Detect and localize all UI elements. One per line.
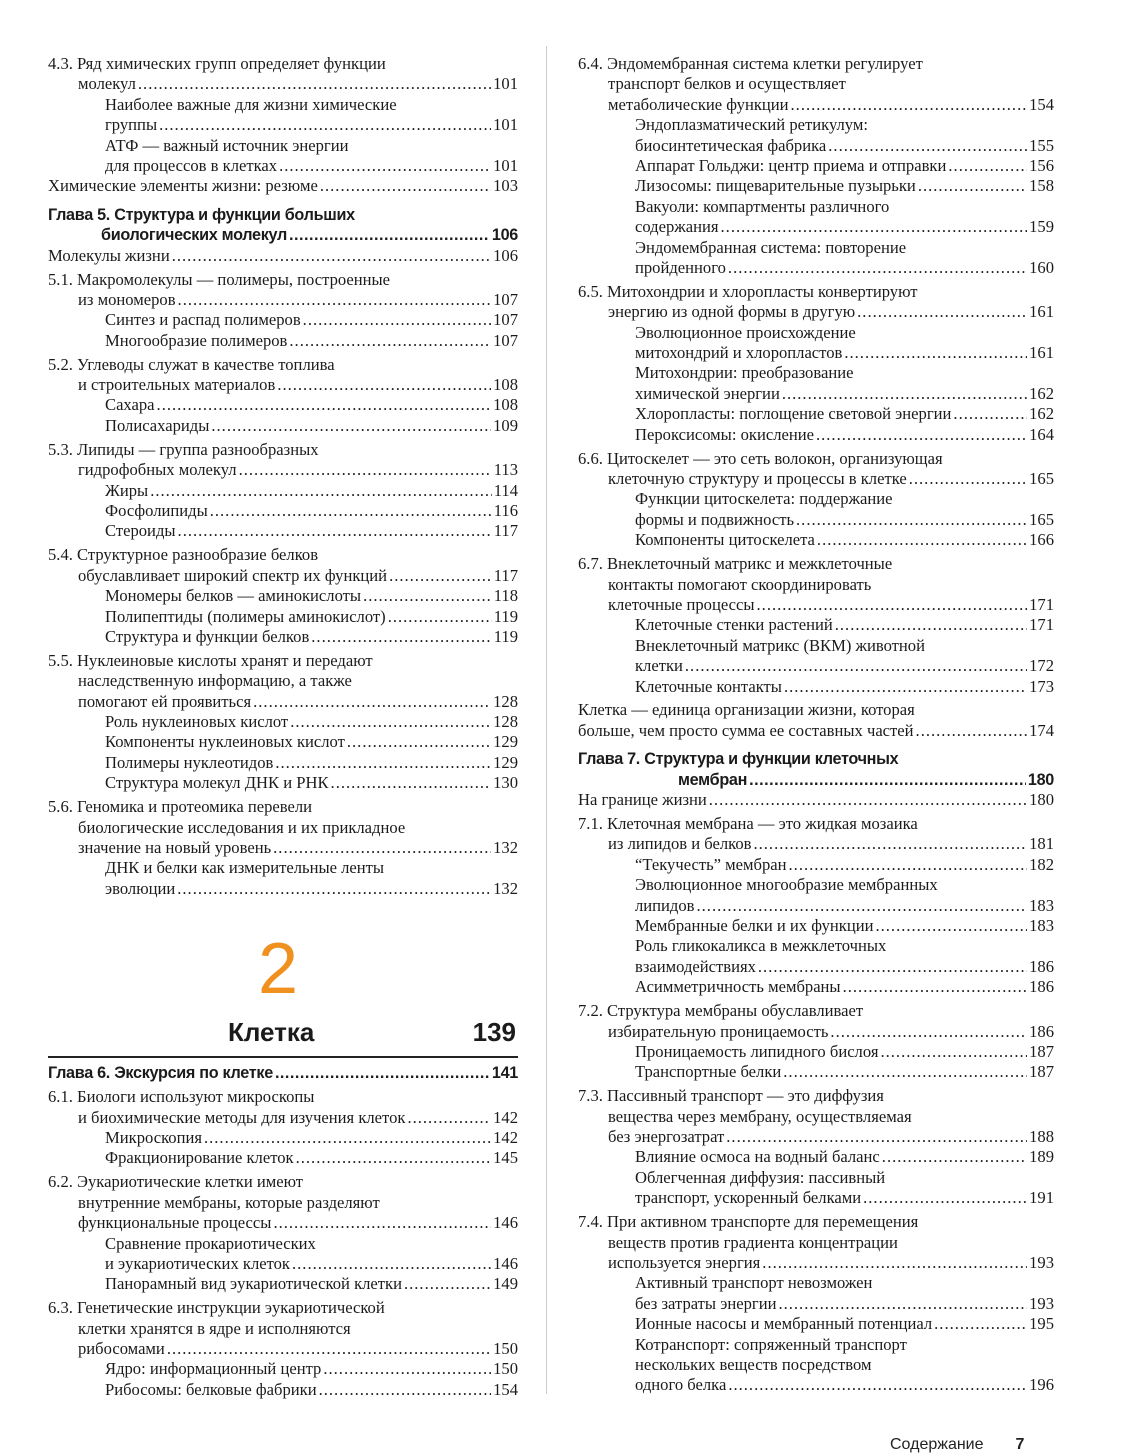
toc-item[interactable] [578, 238, 1054, 279]
toc-section-6-5[interactable] [578, 282, 1054, 445]
toc-item[interactable] [48, 586, 518, 606]
item-title: митохондрий и хлоропластов [635, 343, 843, 363]
item-title: Фосфолипиды [105, 500, 208, 520]
page-number: 113 [493, 460, 518, 480]
toc-item[interactable] [48, 773, 518, 793]
toc-item[interactable] [48, 136, 518, 177]
item-title: Компоненты нуклеиновых кислот [105, 732, 345, 752]
section-title: наследственную информацию, а также [78, 671, 352, 691]
page-number: 154 [493, 1379, 518, 1399]
toc-section-6-4[interactable] [578, 54, 1054, 278]
page-number: 171 [1029, 615, 1054, 635]
section-title: 4.3. Ряд химических групп определяет функции [48, 54, 386, 73]
page-number: 150 [493, 1339, 518, 1359]
page-number: 165 [1029, 509, 1054, 529]
section-title: используется энергия [608, 1253, 761, 1273]
section-title: 5.5. Нуклеиновые кислоты хранят и передают [48, 650, 373, 670]
toc-item[interactable] [578, 156, 1054, 176]
toc-section-7-4[interactable] [578, 1212, 1054, 1396]
toc-section-6-3[interactable] [48, 1298, 518, 1400]
section-title: 6.1. Биологи используют микроскопы [48, 1087, 315, 1107]
page-number: 159 [1029, 217, 1054, 237]
toc-right-column [578, 54, 1054, 1396]
footer-label: Содержание [890, 1436, 984, 1453]
toc-intro[interactable] [48, 246, 518, 266]
item-title: ДНК и белки как измерительные ленты [105, 858, 385, 878]
toc-item[interactable] [578, 530, 1054, 550]
page-number: 128 [493, 691, 518, 711]
toc-item[interactable] [578, 1335, 1054, 1396]
toc-left-column [48, 54, 518, 1400]
section-title: 5.4. Структурное разнообразие белков [48, 545, 319, 565]
item-title: Полимеры нуклеотидов [105, 752, 274, 772]
item-title: содержания [635, 217, 719, 237]
item-title: липидов [635, 895, 695, 915]
item-title: Активный транспорт невозможен [635, 1273, 873, 1293]
page-number: 195 [1029, 1314, 1054, 1334]
item-title: Эндомембранная система: повторение [635, 237, 907, 257]
page-number: 193 [1029, 1253, 1054, 1273]
section-title: 5.2. Углеводы служат в качестве топлива [48, 354, 335, 374]
toc-item[interactable] [578, 855, 1054, 875]
section-title: энергию из одной формы в другую [608, 302, 856, 322]
chapter-title: биологических молекул [101, 226, 288, 245]
page-number: 103 [493, 176, 518, 196]
item-title: Роль гликокаликса в межклеточных [635, 936, 887, 956]
item-title: и эукариотических клеток [105, 1253, 290, 1273]
toc-chapter-6[interactable] [48, 1063, 518, 1083]
toc-item[interactable] [578, 615, 1054, 635]
item-title: Вакуоли: компартменты различного [635, 196, 890, 216]
page-number: 181 [1029, 834, 1054, 854]
section-title: 7.2. Структура мембраны обуславливает [578, 1001, 864, 1021]
section-title: 7.4. При активном транспорте для перемещения [578, 1212, 919, 1232]
page-number: 149 [493, 1274, 518, 1294]
toc-summary[interactable] [578, 700, 1054, 741]
item-title: Полисахариды [105, 415, 210, 435]
page-number: 142 [493, 1107, 518, 1127]
page-number: 161 [1029, 302, 1054, 322]
item-title: формы и подвижность [635, 509, 795, 529]
item-title: Облегченная диффузия: пассивный [635, 1167, 886, 1187]
page-number: 108 [493, 395, 518, 415]
item-title: Структура и функции белков [105, 626, 310, 646]
toc-item[interactable] [578, 1168, 1054, 1209]
item-title: эволюции [105, 878, 176, 898]
item-title: группы [105, 115, 158, 135]
page-number: 154 [1029, 94, 1054, 114]
page-number: 161 [1029, 343, 1054, 363]
item-title: Наиболее важные для жизни химические [105, 94, 397, 114]
part-title: Клетка [228, 1017, 315, 1048]
section-title: и строительных материалов [78, 375, 276, 395]
intro-title: Молекулы жизни [48, 245, 170, 265]
page-number: 155 [1029, 135, 1054, 155]
item-title: Ионные насосы и мембранный потенциал [635, 1314, 933, 1334]
page-number: 128 [493, 712, 518, 732]
section-title: и биохимические методы для изучения клеток [78, 1107, 406, 1127]
section-title: 7.1. Клеточная мембрана — это жидкая мозаика [578, 814, 918, 834]
page-number: 146 [493, 1253, 518, 1273]
section-title: 6.5. Митохондрии и хлоропласты конвертируют [578, 281, 918, 301]
page-number: 141 [491, 1064, 518, 1083]
page-number: 107 [493, 289, 518, 309]
page-number: 114 [493, 480, 518, 500]
item-title: Фракционирование клеток [105, 1148, 294, 1168]
page-number: 186 [1029, 1021, 1054, 1041]
section-title: 6.3. Генетические инструкции эукариотической [48, 1298, 385, 1318]
section-title: 7.3. Пассивный транспорт — это диффузия [578, 1086, 884, 1106]
section-title: биологические исследования и их прикладное [78, 817, 406, 837]
chapter-title: мембран [678, 770, 748, 789]
page-number: 180 [1029, 790, 1054, 810]
toc-item[interactable] [48, 95, 518, 136]
toc-section-7-2[interactable] [578, 1001, 1054, 1083]
section-title: 6.7. Внеклеточный матрикс и межклеточные [578, 554, 893, 574]
summary-title: больше, чем просто сумма ее составных частей [578, 720, 914, 740]
toc-item[interactable] [48, 1274, 518, 1294]
page-footer [890, 1436, 1024, 1454]
item-title: Асимметричность мембраны [635, 977, 841, 997]
section-title: клетки хранятся в ядре и исполняются [78, 1318, 351, 1338]
page-number: 118 [493, 586, 518, 606]
item-title: биосинтетическая фабрика [635, 135, 827, 155]
item-title: Хлоропласты: поглощение световой энергии [635, 404, 952, 424]
page-number: 172 [1029, 656, 1054, 676]
page-number: 132 [493, 878, 518, 898]
page-number: 101 [493, 115, 518, 135]
toc-item[interactable] [578, 636, 1054, 677]
section-title: 6.6. Цитоскелет — это сеть волокон, организующая [578, 448, 943, 468]
page-number: 145 [493, 1148, 518, 1168]
section-title: веществ против градиента концентрации [608, 1232, 898, 1252]
toc-item[interactable] [578, 176, 1054, 196]
item-title: одного белка [635, 1375, 727, 1395]
toc-section-7-1[interactable] [578, 814, 1054, 998]
toc-part-2[interactable] [48, 929, 518, 1057]
toc-chapter-5[interactable] [48, 205, 518, 246]
item-title: Влияние осмоса на водный баланс [635, 1147, 880, 1167]
toc-item[interactable] [48, 521, 518, 541]
item-title: без затраты энергии [635, 1293, 777, 1313]
page-number: 109 [493, 415, 518, 435]
section-title: функциональные процессы [78, 1213, 272, 1233]
toc-item[interactable] [48, 1234, 518, 1275]
column-divider [546, 46, 547, 1394]
toc-item[interactable] [578, 875, 1054, 916]
page-number: 119 [493, 626, 518, 646]
page-number: 130 [493, 773, 518, 793]
page-number: 187 [1029, 1062, 1054, 1082]
toc-section-5-3[interactable] [48, 440, 518, 542]
section-title: метаболические функции [608, 94, 789, 114]
intro-title: На границе жизни [578, 790, 707, 810]
item-title: Эволюционное происхождение [635, 322, 856, 342]
page-number: 139 [472, 1017, 516, 1048]
section-title: клеточную структуру и процессы в клетке [608, 469, 907, 488]
toc-section-5-4[interactable] [48, 545, 518, 647]
toc-section-6-6[interactable] [578, 449, 1054, 551]
toc-item[interactable] [48, 310, 518, 330]
page-number: 119 [493, 606, 518, 626]
item-title: Аппарат Гольджи: центр приема и отправки [635, 155, 947, 175]
section-title: без энергозатрат [608, 1127, 725, 1147]
item-title: АТФ — важный источник энергии [105, 135, 349, 155]
toc-item[interactable] [48, 1359, 518, 1379]
toc-item[interactable] [578, 404, 1054, 424]
page-number: 116 [493, 500, 518, 520]
page-number: 117 [493, 521, 518, 541]
page-number: 107 [493, 310, 518, 330]
page-number: 186 [1029, 977, 1054, 997]
item-title: Роль нуклеиновых кислот [105, 712, 289, 732]
toc-section-4-3[interactable] [48, 54, 518, 176]
footer-page-number: 7 [1015, 1436, 1025, 1453]
toc-item[interactable] [578, 489, 1054, 530]
item-title: “Текучесть” мембран [635, 854, 787, 874]
page-number: 191 [1029, 1188, 1054, 1208]
section-title: вещества через мембрану, осуществляемая [608, 1106, 912, 1126]
section-title: клеточные процессы [608, 594, 755, 614]
summary-title: Химические элементы жизни: резюме [48, 176, 318, 196]
toc-item[interactable] [48, 712, 518, 732]
page-number: 117 [493, 565, 518, 585]
item-title: Внеклеточный матрикс (ВКМ) животной [635, 635, 925, 655]
page-number: 183 [1029, 915, 1054, 935]
item-title: Котранспорт: сопряженный транспорт [635, 1334, 907, 1354]
part-number: 2 [258, 929, 299, 1010]
toc-section-5-5[interactable] [48, 651, 518, 794]
item-title: Эндоплазматический ретикулум: [635, 115, 868, 135]
page-number: 142 [493, 1127, 518, 1147]
item-title: Жиры [105, 480, 149, 500]
section-title: значение на новый уровень [78, 838, 272, 858]
page-number: 156 [1029, 155, 1054, 175]
toc-item[interactable] [578, 1273, 1054, 1314]
item-title: Митохондрии: преобразование [635, 363, 854, 383]
toc-item[interactable] [48, 732, 518, 752]
item-title: взаимодействиях [635, 956, 756, 976]
item-title: Компоненты цитоскелета [635, 530, 815, 550]
section-title: транспорт белков и осуществляет [608, 74, 846, 94]
item-title: Пероксисомы: окисление [635, 424, 814, 444]
section-title: 6.4. Эндомембранная система клетки регулирует [578, 54, 923, 73]
item-title: Сравнение прокариотических [105, 1233, 316, 1253]
section-title: гидрофобных молекул [78, 460, 237, 480]
item-title: нескольких веществ посредством [635, 1354, 872, 1374]
page-number: 107 [493, 330, 518, 350]
page-number: 196 [1029, 1375, 1054, 1395]
page-number: 150 [493, 1359, 518, 1379]
page-number: 129 [493, 732, 518, 752]
toc-item[interactable] [48, 607, 518, 627]
toc-section-6-2[interactable] [48, 1172, 518, 1294]
toc-item[interactable] [578, 115, 1054, 156]
toc-item[interactable] [48, 753, 518, 773]
toc-item[interactable] [48, 416, 518, 436]
toc-summary[interactable] [48, 176, 518, 196]
toc-item[interactable] [48, 1128, 518, 1148]
toc-item[interactable] [578, 1314, 1054, 1334]
page-number: 101 [493, 74, 518, 94]
item-title: Проницаемость липидного бислоя [635, 1041, 879, 1061]
page-number: 160 [1029, 257, 1054, 277]
item-title: Функции цитоскелета: поддержание [635, 489, 893, 509]
page-number: 132 [493, 838, 518, 858]
section-title: обуславливает широкий спектр их функций [78, 565, 388, 585]
toc-item[interactable] [578, 916, 1054, 936]
toc-section-5-2[interactable] [48, 355, 518, 437]
page-number: 173 [1029, 676, 1054, 696]
section-title: контакты помогают скоординировать [608, 574, 872, 594]
item-title: химической энергии [635, 383, 780, 403]
page-number: 188 [1029, 1127, 1054, 1147]
section-title: внутренние мембраны, которые разделяют [78, 1192, 380, 1212]
page-number: 187 [1029, 1041, 1054, 1061]
toc-item[interactable] [578, 323, 1054, 364]
page-number: 166 [1029, 530, 1054, 550]
toc-item[interactable] [578, 1062, 1054, 1082]
page-number: 180 [1027, 770, 1054, 789]
item-title: Эволюционное многообразие мембранных [635, 875, 938, 895]
page-number: 186 [1029, 956, 1054, 976]
item-title: Транспортные белки [635, 1062, 782, 1082]
item-title: Сахара [105, 395, 155, 415]
item-title: пройденного [635, 257, 726, 277]
page-number: 162 [1029, 404, 1054, 424]
toc-chapter-7[interactable] [578, 749, 1054, 790]
chapter-title: Глава 5. Структура и функции больших [48, 205, 355, 224]
section-title: помогают ей проявиться [78, 691, 252, 711]
item-title: для процессов в клетках [105, 155, 278, 175]
toc-item[interactable] [578, 425, 1054, 445]
page-number: 171 [1029, 594, 1054, 614]
toc-item[interactable] [578, 197, 1054, 238]
toc-item[interactable] [578, 936, 1054, 977]
item-title: Ядро: информационный центр [105, 1359, 322, 1379]
item-title: Синтез и распад полимеров [105, 310, 301, 330]
item-title: Лизосомы: пищеварительные пузырьки [635, 176, 916, 196]
item-title: Полипептиды (полимеры аминокислот) [105, 606, 386, 626]
section-title: из мономеров [78, 289, 176, 309]
item-title: Клеточные контакты [635, 676, 782, 696]
chapter-title: Глава 7. Структура и функции клеточных [578, 750, 899, 769]
page-number: 129 [493, 752, 518, 772]
item-title: клетки [635, 656, 683, 676]
item-title: Стероиды [105, 521, 176, 541]
page-number: 174 [1029, 720, 1054, 740]
toc-item[interactable] [48, 501, 518, 521]
item-title: Многообразие полимеров [105, 330, 288, 350]
item-title: Клеточные стенки растений [635, 615, 833, 635]
section-title: 5.6. Геномика и протеомика перевели [48, 797, 313, 817]
part-divider [48, 1056, 518, 1058]
page-number: 182 [1029, 854, 1054, 874]
page-number: 106 [491, 226, 518, 245]
chapter-title: Глава 6. Экскурсия по клетке [48, 1064, 273, 1083]
toc-section-5-6[interactable] [48, 797, 518, 899]
toc-item[interactable] [578, 363, 1054, 404]
item-title: Мономеры белков — аминокислоты [105, 586, 362, 606]
section-title: из липидов и белков [608, 834, 752, 854]
section-title: 5.3. Липиды — группа разнообразных [48, 439, 319, 459]
toc-section-5-1[interactable] [48, 270, 518, 352]
item-title: Мембранные белки и их функции [635, 915, 874, 935]
page-number: 164 [1029, 424, 1054, 444]
page-number: 189 [1029, 1147, 1054, 1167]
toc-item[interactable] [48, 1380, 518, 1400]
toc-section-6-7[interactable] [578, 554, 1054, 697]
page-number: 183 [1029, 895, 1054, 915]
toc-item[interactable] [48, 1148, 518, 1168]
toc-section-7-3[interactable] [578, 1086, 1054, 1208]
summary-title: Клетка — единица организации жизни, которая [578, 700, 915, 720]
page-number: 108 [493, 375, 518, 395]
toc-item[interactable] [578, 677, 1054, 697]
item-title: Микроскопия [105, 1127, 202, 1147]
item-title: транспорт, ускоренный белками [635, 1188, 862, 1208]
toc-item[interactable] [578, 977, 1054, 997]
item-title: Панорамный вид эукариотической клетки [105, 1274, 402, 1294]
page-number: 101 [493, 155, 518, 175]
item-title: Структура молекул ДНК и РНК [105, 773, 329, 793]
toc-intro[interactable] [578, 790, 1054, 810]
item-title: Рибосомы: белковые фабрики [105, 1379, 317, 1399]
page-number: 162 [1029, 383, 1054, 403]
section-title: 6.2. Эукариотические клетки имеют [48, 1172, 304, 1192]
section-title: рибосомами [78, 1339, 165, 1359]
page-number: 158 [1029, 176, 1054, 196]
toc-item[interactable] [578, 1042, 1054, 1062]
page-number: 193 [1029, 1293, 1054, 1313]
toc-item[interactable] [48, 395, 518, 415]
page-number: 106 [493, 245, 518, 265]
page-number: 146 [493, 1213, 518, 1233]
toc-item[interactable] [48, 331, 518, 351]
toc-item[interactable] [48, 627, 518, 647]
section-title: 5.1. Макромолекулы — полимеры, построенные [48, 269, 391, 289]
toc-item[interactable] [578, 1147, 1054, 1167]
toc-item[interactable] [48, 858, 518, 899]
section-title: молекул [78, 74, 136, 94]
section-title: избирательную проницаемость [608, 1021, 829, 1041]
toc-item[interactable] [48, 481, 518, 501]
toc-section-6-1[interactable] [48, 1087, 518, 1169]
page-number: 165 [1029, 469, 1054, 488]
